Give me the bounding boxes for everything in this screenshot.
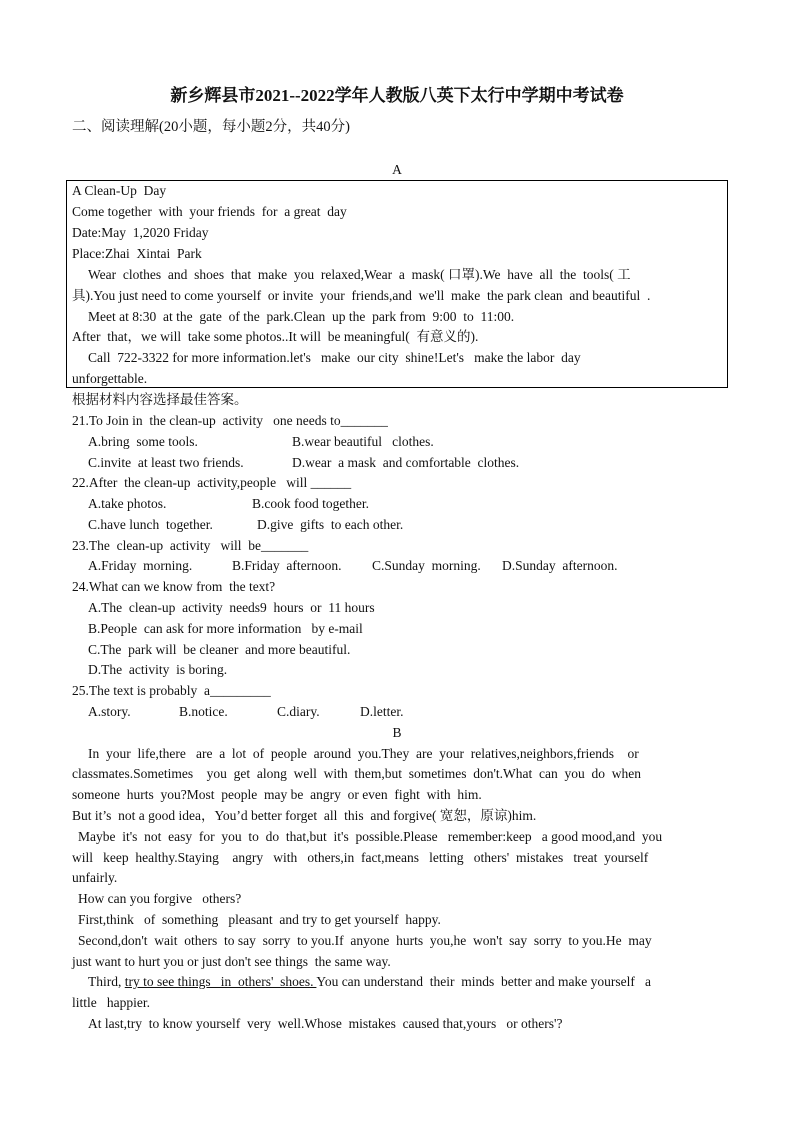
option: C.Sunday morning. xyxy=(372,558,481,573)
option: D.The activity is boring. xyxy=(88,662,228,677)
notice-line: Date:May 1,2020 Friday xyxy=(72,225,209,240)
part-b-label: B xyxy=(392,725,402,740)
notice-paragraph: unforgettable. xyxy=(72,371,148,386)
option: C.diary. xyxy=(277,704,320,719)
option: A.The clean-up activity needs9 hours or 11 hours xyxy=(88,600,375,615)
exam-title: 新乡辉县市2021--2022学年人教版八英下太行中学期中考试卷 xyxy=(170,86,624,105)
option: C.The park will be cleaner and more beautiful. xyxy=(88,642,351,657)
notice-paragraph: 具).You just need to come yourself or invite your friends,and we'll make the park clean and beautiful . xyxy=(72,288,651,303)
notice-paragraph: Wear clothes and shoes that make you relaxed,Wear a mask( 口罩).We have all the tools( 工 xyxy=(88,267,631,282)
option: A.Friday morning. xyxy=(88,558,193,573)
passage-line: How can you forgive others? xyxy=(78,891,242,906)
passage-line: unfairly. xyxy=(72,870,118,885)
passage-line: In your life,there are a lot of people around you.They are your relatives,neighbors,friends or xyxy=(88,746,639,761)
option: B.Friday afternoon. xyxy=(232,558,342,573)
option: A.bring some tools. xyxy=(88,434,198,449)
section-heading: 二、阅读理解(20小题，每小题2分，共40分) xyxy=(72,119,350,135)
passage-line: Second,don't wait others to say sorry to you.If anyone hurts you,he won't say sorry to you.He may xyxy=(78,933,652,948)
option: D.letter. xyxy=(360,704,404,719)
passage-line xyxy=(88,973,651,991)
notice-paragraph: Call 722-3322 for more information.let's make our city shine!Let's make the labor day xyxy=(88,350,581,365)
question-25: 25.The text is probably a_________ xyxy=(72,683,271,698)
option: A.story. xyxy=(88,704,131,719)
passage-line: Maybe it's not easy for you to do that,but it's possible.Please remember:keep a good mood,and you xyxy=(78,829,663,844)
notice-line: A Clean-Up Day xyxy=(72,183,167,198)
option: B.People can ask for more information by e-mail xyxy=(88,621,363,636)
question-21: 21.To Join in the clean-up activity one needs to_______ xyxy=(72,413,388,428)
option: C.invite at least two friends. xyxy=(88,455,244,470)
underlined-phrase: try to see things in others' shoes. xyxy=(124,974,317,989)
notice-line: Place:Zhai Xintai Park xyxy=(72,246,202,261)
option: C.have lunch together. xyxy=(88,517,213,532)
part-a-label: A xyxy=(392,162,402,177)
passage-line: At last,try to know yourself very well.Whose mistakes caused that,yours or others'? xyxy=(88,1016,563,1031)
question-24: 24.What can we know from the text? xyxy=(72,579,276,594)
option: B.wear beautiful clothes. xyxy=(292,434,434,449)
passage-line: will keep healthy.Staying angry with others,in fact,means letting others' mistakes treat yourself xyxy=(72,850,649,865)
option: D.Sunday afternoon. xyxy=(502,558,618,573)
passage-line: someone hurts you?Most people may be angry or even fight with him. xyxy=(72,787,482,802)
question-23: 23.The clean-up activity will be_______ xyxy=(72,538,309,553)
passage-line: just want to hurt you or just don't see things the same way. xyxy=(72,954,391,969)
notice-line: Come together with your friends for a great day xyxy=(72,204,347,219)
option: D.wear a mask and comfortable clothes. xyxy=(292,455,520,470)
notice-paragraph: After that，we will take some photos..It will be meaningful( 有意义的). xyxy=(72,329,479,344)
notice-paragraph: Meet at 8:30 at the gate of the park.Clean up the park from 9:00 to 11:00. xyxy=(88,309,515,324)
option: D.give gifts to each other. xyxy=(257,517,404,532)
question-22: 22.After the clean-up activity,people will ______ xyxy=(72,475,352,490)
option: B.notice. xyxy=(179,704,228,719)
passage-line: classmates.Sometimes you get along well with them,but sometimes don't.What can you do when xyxy=(72,766,641,781)
passage-text: Third, xyxy=(88,974,125,989)
passage-text: You can understand their minds better and make yourself a xyxy=(316,974,651,989)
passage-line: First,think of something pleasant and try to get yourself happy. xyxy=(78,912,441,927)
passage-line: little happier. xyxy=(72,995,150,1010)
instruction: 根据材料内容选择最佳答案。 xyxy=(72,392,248,407)
passage-line: But it’s not a good idea，You’d better forget all this and forgive( 宽恕，原谅)him. xyxy=(72,808,537,823)
option: B.cook food together. xyxy=(252,496,369,511)
option: A.take photos. xyxy=(88,496,167,511)
